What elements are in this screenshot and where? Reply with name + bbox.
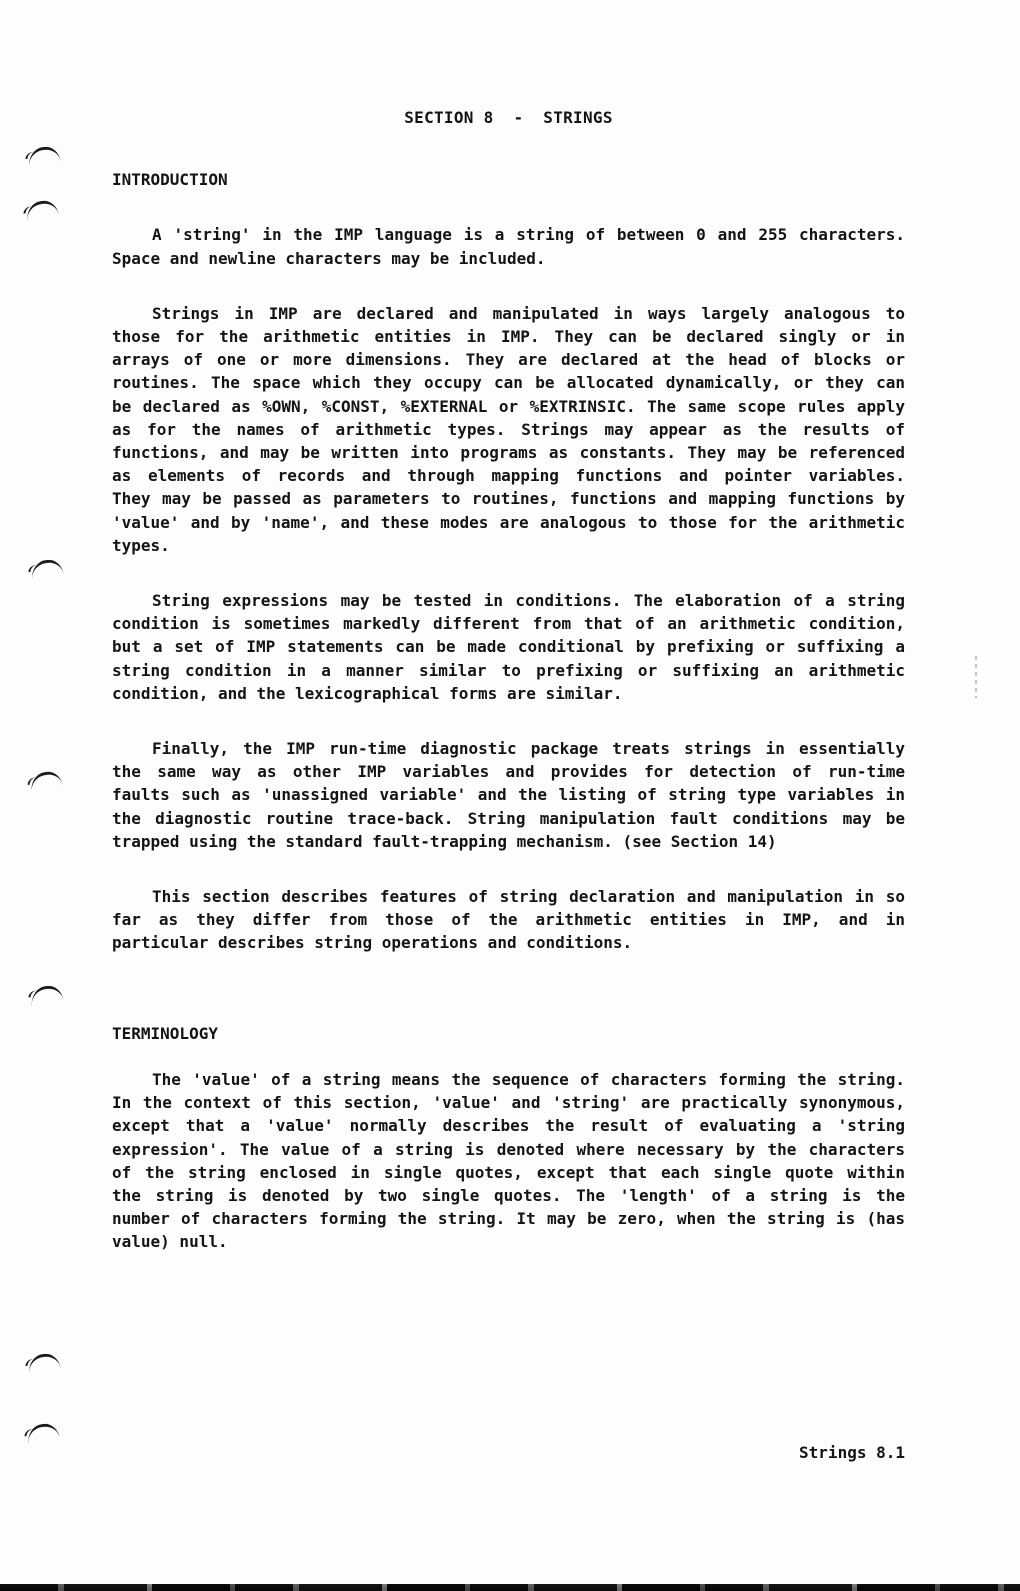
text-line: String expressions may be tested in conditions. The elaboration of a string xyxy=(152,591,905,611)
paragraph xyxy=(112,223,905,269)
text-line: be declared as %OWN, %CONST, %EXTERNAL or %EXTRINSIC. The same scope rules apply xyxy=(112,396,905,416)
text-line: value) null. xyxy=(112,1232,228,1252)
text-line: condition, and the lexicographical forms are similar. xyxy=(112,683,623,703)
paragraph xyxy=(112,589,905,705)
text-line: as for the names of arithmetic types. Strings may appear as the results of xyxy=(112,419,905,439)
section-terminology xyxy=(112,1022,905,1254)
text-line: expression'. The value of a string is denoted where necessary by the characters xyxy=(112,1139,905,1159)
scan-edge-strip xyxy=(0,1584,1020,1591)
text-line: This section describes features of string declaration and manipulation in so xyxy=(152,887,905,907)
text-line: far as they differ from those of the arithmetic entities in IMP, and in xyxy=(112,910,905,930)
text-line: except that a 'value' normally describes the result of evaluating a 'string xyxy=(112,1116,905,1136)
binder-mark-icon xyxy=(27,1352,61,1374)
paragraph xyxy=(112,885,905,955)
binder-mark-icon xyxy=(27,145,61,167)
text-line: as elements of records and through mapping functions and pointer variables. xyxy=(112,466,905,486)
section-introduction xyxy=(112,168,905,954)
text-line: Strings in IMP are declared and manipulated in ways largely analogous to xyxy=(152,303,905,323)
text-line: particular describes string operations and conditions. xyxy=(112,933,633,953)
text-line: the diagnostic routine trace-back. String manipulation fault conditions may be xyxy=(112,808,905,828)
binder-mark-icon xyxy=(26,1422,60,1445)
paragraph xyxy=(112,737,905,853)
text-line: the string is denoted by two single quotes. The 'length' of a string is the xyxy=(112,1185,905,1205)
text-line: types. xyxy=(112,535,170,555)
text-line: trapped using the standard fault-trapping mechanism. (see Section 14) xyxy=(112,831,777,851)
binder-mark-icon xyxy=(25,199,59,222)
text-line: routines. The space which they occupy can be allocated dynamically, or they can xyxy=(112,373,905,393)
text-line: faults such as 'unassigned variable' and the listing of string type variables in xyxy=(112,785,905,805)
text-line: condition is sometimes markedly different from that of an arithmetic condition, xyxy=(112,614,905,634)
section-heading: INTRODUCTION xyxy=(112,170,228,190)
paragraph xyxy=(112,1068,905,1254)
text-line: of the string enclosed in single quotes, except that each single quote within xyxy=(112,1162,905,1182)
text-line: A 'string' in the IMP language is a string of between 0 and 255 characters. xyxy=(152,225,905,245)
binder-mark-icon xyxy=(30,985,63,1006)
text-line: but a set of IMP statements can be made conditional by prefixing or suffixing a xyxy=(112,637,905,657)
text-line: those for the arithmetic entities in IMP. They can be declared singly or in xyxy=(112,327,905,347)
text-line: Space and newline characters may be included. xyxy=(112,248,546,268)
text-line: functions, and may be written into programs as constants. They may be referenced xyxy=(112,443,905,463)
page-footer: Strings 8.1 xyxy=(799,1443,905,1462)
text-line: 'value' and by 'name', and these modes are analogous to those for the arithmetic xyxy=(112,512,905,532)
text-line: They may be passed as parameters to routines, functions and mapping functions by xyxy=(112,489,905,509)
page-title: SECTION 8 - STRINGS xyxy=(404,108,613,127)
text-line: Finally, the IMP run-time diagnostic package treats strings in essentially xyxy=(152,739,905,759)
paragraph xyxy=(112,302,905,557)
document-body xyxy=(112,0,905,1254)
text-line: the same way as other IMP variables and provides for detection of run-time xyxy=(112,762,905,782)
text-line: arrays of one or more dimensions. They are declared at the head of blocks or xyxy=(112,350,905,370)
binder-mark-icon xyxy=(30,558,64,580)
text-line: string condition in a manner similar to prefixing or suffixing an arithmetic xyxy=(112,660,905,680)
scan-artifact xyxy=(975,656,977,698)
section-heading: TERMINOLOGY xyxy=(112,1023,218,1043)
text-line: The 'value' of a string means the sequence of characters forming the string. xyxy=(152,1069,905,1089)
text-line: number of characters forming the string. It may be zero, when the string is (has xyxy=(112,1209,905,1229)
text-line: In the context of this section, 'value' and 'string' are practically synonymous, xyxy=(112,1093,905,1113)
binder-mark-icon xyxy=(29,770,64,794)
